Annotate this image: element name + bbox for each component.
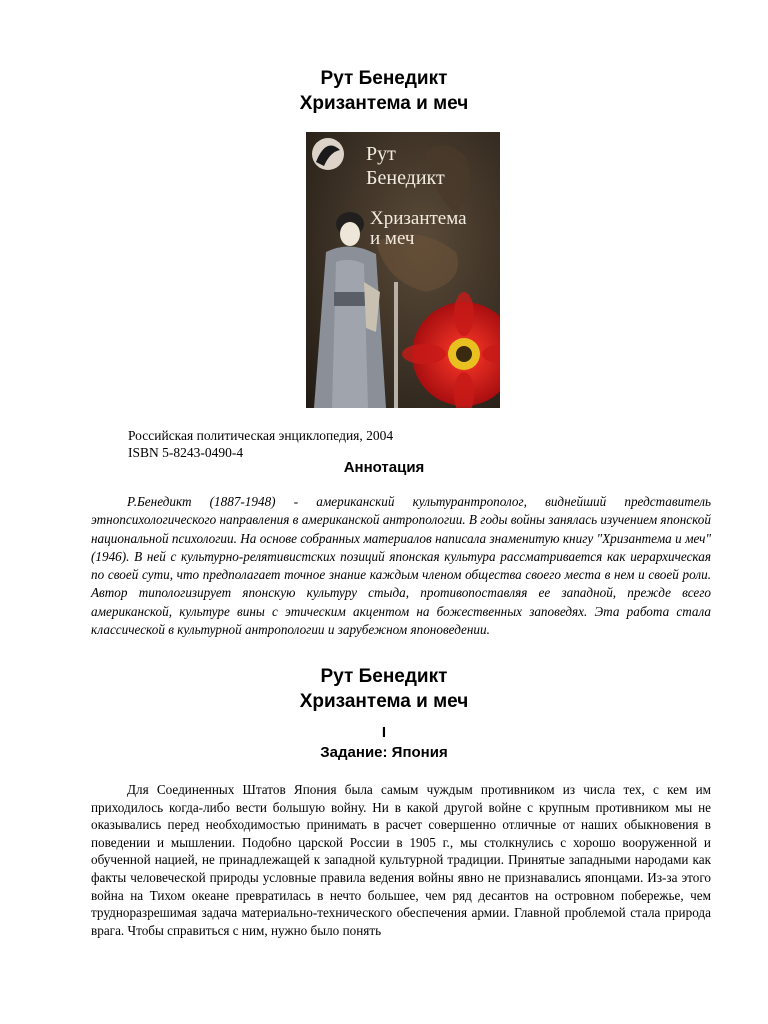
document-header: [0, 66, 768, 116]
publisher: Российская политическая энциклопедия, 2004: [128, 428, 394, 443]
annotation-heading: Аннотация: [343, 459, 425, 476]
annotation-text: Р.Бенедикт (1887-1948) - американский культурантрополог, виднейший представитель этнопсихологического направления в американской антропологии. В годы войны занялась изучением японской национальной психологии. На основе собранных материалов написала знаменитую книгу "Хризантема и меч" (1946). В ней с культурно-релятивистских позиций японская культура рассматривается как иерархическая по своей сути, что предполагает точное знание каждым членом общества своего места в нем и своей роли. Автор типологизирует японскую культуру стыда, противопоставляя ее западной, прежде всего американской, культуре вины с этическим акцентом на божественных заповедях. Эта работа стала классической в культурной антропологии и зарубежном японоведении.: [91, 494, 711, 638]
isbn: ISBN 5-8243-0490-4: [128, 445, 244, 460]
cover-author-line1: Рут: [366, 143, 396, 165]
chapter-number: I: [381, 724, 387, 741]
main-title: Хризантема и меч: [299, 691, 469, 712]
cover-artwork: [306, 132, 500, 408]
book-cover-image: [306, 132, 500, 408]
header-title: Хризантема и меч: [299, 93, 469, 114]
cover-title-line1: Хризантема: [370, 208, 467, 229]
sword: [394, 282, 398, 408]
main-author: Рут Бенедикт: [320, 666, 448, 687]
cover-author-line2: Бенедикт: [366, 167, 445, 189]
series-logo: [312, 138, 344, 170]
header-author: Рут Бенедикт: [320, 68, 448, 89]
cover-title-line2: и меч: [370, 228, 415, 249]
body-paragraph: Для Соединенных Штатов Япония была самым чуждым противником из числа тех, с кем им приходилось когда-либо вести большую войну. Ни в какой другой войне с крупным противником мы не оказывались перед необходимостью принимать в расчет совершенно отличные от наших обыкновения в поведении и мышлении. Подобно царской России в 1905 г., мы столкнулись с хорошо вооруженной и обученной нацией, не принадлежащей к западной культурной традиции. Принятые западными народами как факты человеческой природы условные правила ведения войны явно не признавались японцами. Из-за этого война на Тихом океане превратилась в нечто большее, чем ряд десантов на островном побережье, чем трудноразрешимая задача материально-технического обеспечения армии. Главной проблемой стала природа врага. Чтобы справиться с ним, нужно было понять: [91, 782, 711, 938]
chapter-title: Задание: Япония: [320, 744, 448, 761]
main-title-block: [0, 664, 768, 714]
publication-info: [128, 427, 393, 461]
